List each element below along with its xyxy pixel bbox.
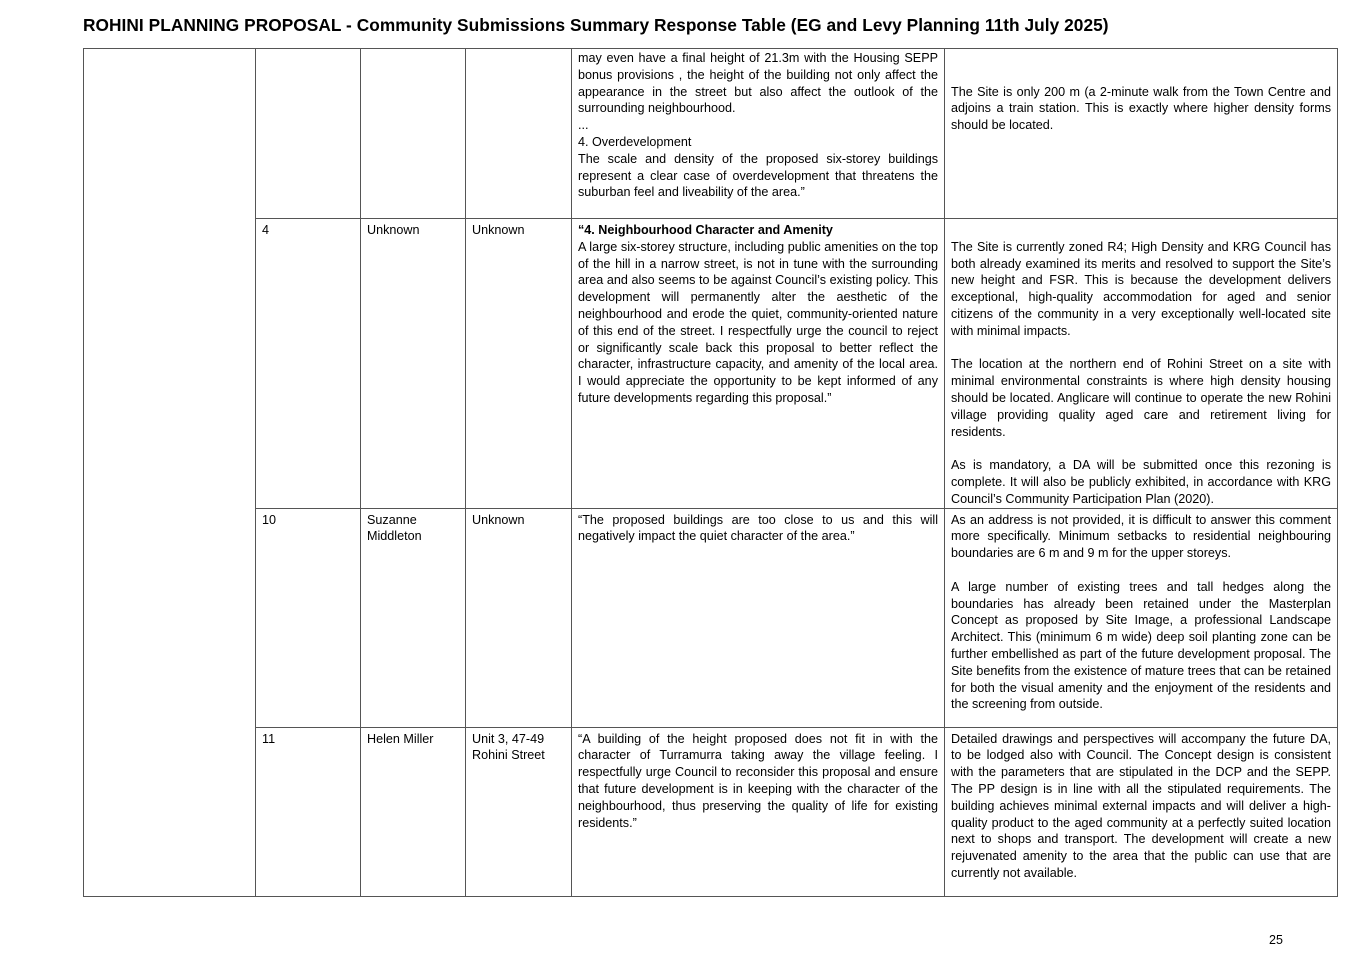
page-title: ROHINI PLANNING PROPOSAL - Community Submissions Summary Response Table (EG and Levy Planning 11th July 2025) [83,15,1109,35]
submitter-address-cell: Unknown [466,219,572,509]
response-paragraph: The Site is currently zoned R4; High Density and KRG Council has both already examined its merits and resolved to support the Site’s new height and FSR. This is because the development delivers exceptional, high-quality accommodation for aged and senior citizens of the community in a very exceptionally well-located site with minimal impacts. [951,239,1331,338]
submission-number-cell [256,49,361,219]
submission-text-cell [572,219,945,509]
submission-paragraph: 4. Overdevelopment [578,134,692,149]
response-text-cell [945,219,1338,509]
submitter-name-cell: Suzanne Middleton [361,508,466,727]
response-paragraph: As is mandatory, a DA will be submitted once this rezoning is complete. It will also be publicly exhibited, in accordance with KRG Council’s Community Participation Plan (2020). [951,458,1331,506]
response-paragraph: The Site is only 200 m (a 2-minute walk from the Town Centre and adjoins a train station. This is exactly where higher density forms should be located. [951,84,1331,133]
table-row [84,49,1338,219]
submission-number-cell: 11 [256,727,361,896]
table-row [84,727,1338,896]
category-cell [84,49,256,897]
response-text-cell [945,49,1338,219]
submission-number-cell: 10 [256,508,361,727]
submission-text-cell [572,508,945,727]
response-paragraph: As an address is not provided, it is difficult to answer this comment more specifically. Minimum setbacks to residential neighbouring boundaries are 6 m and 9 m for the upper storeys. [951,512,1331,561]
submitter-address-cell: Unknown [466,508,572,727]
submitter-address-cell [466,49,572,219]
response-paragraph: A large number of existing trees and tall hedges along the boundaries has already been retained under the Masterplan Concept as proposed by Site Image, a professional Landscape Architect. This (minimum 6 m wide) deep soil planting zone can be further embellished as part of the future development proposal. The Site benefits from the existence of mature trees that can be retained for both the visual amenity and the enjoyment of the residents and the screening from outside. [951,579,1331,712]
table-row [84,219,1338,509]
submission-paragraph: “The proposed buildings are too close to us and this will negatively impact the quiet character of the area.” [578,512,938,544]
submitter-name-cell [361,49,466,219]
submission-paragraph: A large six-storey structure, including public amenities on the top of the hill in a narrow street, is not in tune with the surrounding area and also seems to be against Council’s existing policy. This development will permanently alter the aesthetic of the neighbourhood and erode the quiet, community-oriented nature of this end of the street. I respectfully urge the council to reject or significantly scale back this proposal to better reflect the character, infrastructure capacity, and amenity of the local area. I would appreciate the opportunity to be kept informed of any future developments regarding this proposal.” [578,239,938,405]
submission-paragraph: “A building of the height proposed does not fit in with the character of Turramurra taking away the village feeling. I respectfully urge Council to reconsider this proposal and ensure that future development is in keeping with the character of the neighbourhood, thus preserving the quality of life for existing residents.” [578,731,938,830]
submitter-address-cell: Unit 3, 47-49 Rohini Street [466,727,572,896]
response-paragraph: The location at the northern end of Rohini Street on a site with minimal environmental constraints is where high density housing should be located. Anglicare will continue to operate the new Rohini village providing quality aged care and retirement living for residents. [951,357,1331,439]
submission-text-cell [572,49,945,219]
submission-heading: “4. Neighbourhood Character and Amenity [578,223,833,237]
submission-paragraph: The scale and density of the proposed six-storey buildings represent a clear case of overdevelopment that threatens the suburban feel and liveability of the area.” [578,151,938,200]
submitter-name-cell: Unknown [361,219,466,509]
page-number: 25 [1269,933,1283,947]
response-paragraph: Detailed drawings and perspectives will accompany the future DA, to be lodged also with Council. The Concept design is consistent with the parameters that are stipulated in the DCP and the SEPP. The PP design is in line with all the stipulated requirements. The building achieves minimal external impacts and will deliver a high-quality product to the aged community at a perfectly suited location next to shops and transport. The development will create a new rejuvenated amenity to the area that the public can use that are currently not available. [951,731,1331,880]
submission-number-cell: 4 [256,219,361,509]
submission-paragraph: may even have a final height of 21.3m with the Housing SEPP bonus provisions , the height of the building not only affect the appearance in the street but also affect the outlook of the surrounding neighbourhood. [578,51,938,116]
response-text-cell [945,727,1338,896]
submission-paragraph: ... [578,118,589,133]
submitter-name-cell: Helen Miller [361,727,466,896]
submissions-table [83,48,1338,897]
response-text-cell [945,508,1338,727]
submission-text-cell [572,727,945,896]
table-row [84,508,1338,727]
